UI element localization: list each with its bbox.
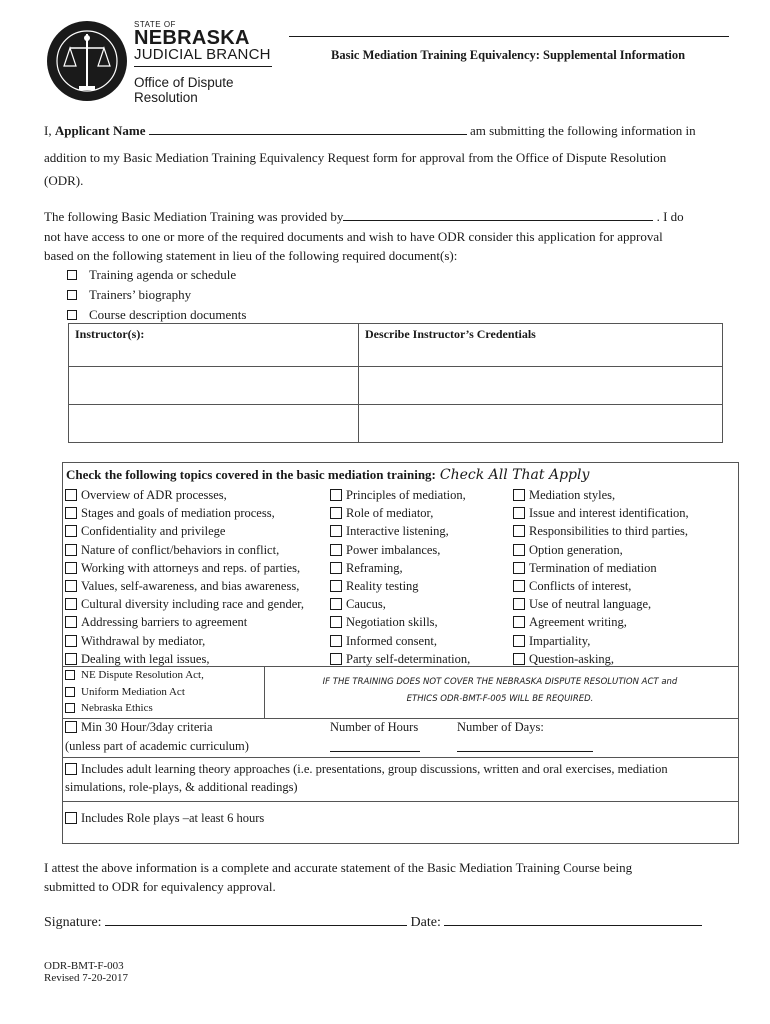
topics-column-3	[513, 486, 689, 668]
checkbox[interactable]	[330, 616, 342, 628]
topic-option[interactable]	[65, 504, 304, 522]
topic-option[interactable]	[330, 486, 470, 504]
logo-judicial-branch: JUDICIAL BRANCH	[134, 46, 271, 63]
topic-option[interactable]	[330, 595, 470, 613]
provider-field[interactable]	[343, 209, 653, 221]
number-of-hours-label: Number of Hours	[330, 720, 419, 734]
topic-option[interactable]	[330, 504, 470, 522]
applicant-line	[44, 123, 696, 139]
topic-label: Nature of conflict/behaviors in conflict,	[81, 542, 280, 557]
checkbox[interactable]	[65, 812, 77, 824]
checkbox[interactable]	[513, 635, 525, 647]
topic-label: Uniform Mediation Act	[81, 685, 185, 698]
topic-option[interactable]	[65, 613, 304, 631]
document-option[interactable]: Training agenda or schedule	[67, 267, 236, 283]
checkbox[interactable]	[513, 616, 525, 628]
topic-label: Reframing,	[346, 560, 403, 575]
form-id: ODR-BMT-F-003	[44, 960, 124, 972]
divider	[62, 718, 739, 719]
topic-option[interactable]	[65, 700, 204, 717]
topic-label: Reality testing	[346, 579, 419, 594]
provided-by-line2: not have access to one or more of the required documents and wish to have ODR consider this application for approval	[44, 229, 663, 244]
attest-line2: submitted to ODR for equivalency approval.	[44, 879, 276, 894]
applicant-name-label: Applicant Name	[54, 123, 146, 138]
topic-option[interactable]	[513, 522, 689, 540]
number-of-days-field[interactable]	[457, 740, 593, 752]
topics-heading-italic: Check All That Apply	[439, 467, 590, 483]
topic-option[interactable]	[513, 504, 689, 522]
topic-option[interactable]	[65, 486, 304, 504]
checkbox[interactable]	[65, 653, 77, 665]
adult-learning-line2: simulations, role-plays, & additional readings)	[65, 780, 298, 794]
min-hours-note: (unless part of academic curriculum)	[65, 739, 249, 753]
checkbox[interactable]	[67, 270, 77, 280]
topic-label: Nebraska Ethics	[81, 702, 153, 715]
role-plays-option[interactable]: Includes Role plays –at least 6 hours	[65, 811, 264, 825]
topics-heading: Check the following topics covered in the basic mediation training: Check All That Apply	[66, 467, 590, 483]
instructor-cell[interactable]	[69, 367, 359, 405]
topic-option[interactable]	[513, 632, 689, 650]
logo-nebraska: NEBRASKA	[134, 27, 250, 49]
checkbox[interactable]	[65, 687, 75, 697]
checkbox[interactable]	[513, 525, 525, 537]
checkbox[interactable]	[65, 763, 77, 775]
date-field[interactable]	[444, 912, 702, 926]
topic-option[interactable]	[65, 667, 204, 684]
topic-option[interactable]	[65, 684, 204, 701]
topic-label: Agreement writing,	[529, 615, 627, 630]
topics-column-1	[65, 486, 304, 668]
credentials-header: Describe Instructor’s Credentials	[359, 324, 723, 367]
applicant-line2: addition to my Basic Mediation Training Equivalency Request form for approval from the Office of Dispute Resolution	[44, 150, 667, 165]
applicant-name-field[interactable]	[149, 123, 467, 135]
date-label: Date:	[410, 915, 441, 930]
checkbox[interactable]	[65, 580, 77, 592]
topic-label: Impartiality,	[529, 633, 591, 648]
topic-label: NE Dispute Resolution Act,	[81, 669, 204, 682]
adult-learning-option[interactable]: Includes adult learning theory approaches (i.e. presentations, group discussions, written and oral exercises, mediation	[65, 762, 668, 776]
checkbox[interactable]	[513, 562, 525, 574]
topic-label: Addressing barriers to agreement	[81, 615, 248, 630]
topic-option[interactable]	[513, 541, 689, 559]
checkbox[interactable]	[513, 489, 525, 501]
checkbox[interactable]	[65, 670, 75, 680]
signature-label: Signature:	[44, 915, 102, 930]
checkbox[interactable]	[330, 562, 342, 574]
checkbox[interactable]	[330, 544, 342, 556]
credentials-cell[interactable]	[359, 367, 723, 405]
topic-option[interactable]	[330, 632, 470, 650]
provided-by-line3: based on the following statement in lieu of the following required document(s):	[44, 248, 458, 263]
instructor-table	[68, 323, 723, 443]
topic-option[interactable]	[65, 632, 304, 650]
instructor-header: Instructor(s):	[69, 324, 359, 367]
number-of-days-label: Number of Days:	[457, 720, 544, 734]
attest-line1: I attest the above information is a complete and accurate statement of the Basic Mediation Training Course being	[44, 860, 633, 875]
topic-option[interactable]	[65, 595, 304, 613]
checkbox[interactable]	[330, 507, 342, 519]
topic-option[interactable]	[513, 577, 689, 595]
nebraska-seal-logo	[46, 20, 128, 102]
topic-option[interactable]	[330, 577, 470, 595]
topic-label: Option generation,	[529, 542, 623, 557]
topic-label: Mediation styles,	[529, 488, 616, 503]
logo-state-of: STATE OF	[134, 20, 176, 29]
logo-divider	[134, 66, 272, 67]
topic-label: Cultural diversity including race and gender,	[81, 597, 305, 612]
checkbox[interactable]	[65, 721, 77, 733]
topic-option[interactable]	[65, 559, 304, 577]
checkbox[interactable]	[330, 653, 342, 665]
min-hours-option[interactable]: Min 30 Hour/3day criteria	[65, 720, 213, 734]
topic-label: Caucus,	[346, 597, 386, 612]
topic-label: Role of mediator,	[346, 506, 434, 521]
provided-by-prefix: The following Basic Mediation Training was provided by	[44, 209, 344, 224]
signature-field[interactable]	[105, 912, 407, 926]
divider	[62, 801, 739, 802]
divider	[264, 666, 265, 718]
logo-office-line2: Resolution	[134, 90, 198, 105]
instructor-cell[interactable]	[69, 405, 359, 443]
applicant-suffix: am submitting the following information in	[469, 123, 696, 138]
document-title: Basic Mediation Training Equivalency: Supplemental Information	[331, 48, 686, 62]
credentials-cell[interactable]	[359, 405, 723, 443]
checkbox[interactable]	[330, 580, 342, 592]
topic-label: Responsibilities to third parties,	[529, 524, 689, 539]
topic-label: Interactive listening,	[346, 524, 449, 539]
document-option[interactable]: Trainers’ biography	[67, 287, 191, 303]
number-of-hours-field[interactable]	[330, 740, 420, 752]
divider	[62, 757, 739, 758]
topics-column-2	[330, 486, 470, 668]
revised-date: Revised 7-20-2017	[44, 972, 129, 984]
topic-option[interactable]	[330, 522, 470, 540]
checkbox[interactable]	[67, 310, 77, 320]
provided-by-line	[44, 209, 684, 225]
acts-list	[65, 667, 204, 717]
checkbox[interactable]	[65, 544, 77, 556]
checkbox[interactable]	[67, 290, 77, 300]
checkbox[interactable]	[65, 562, 77, 574]
checkbox[interactable]	[330, 525, 342, 537]
topic-label: Negotiation skills,	[346, 615, 438, 630]
topic-label: Party self-determination,	[346, 651, 471, 666]
checkbox[interactable]	[513, 653, 525, 665]
checkbox[interactable]	[513, 544, 525, 556]
checkbox[interactable]	[330, 598, 342, 610]
topic-label: Withdrawal by mediator,	[81, 633, 206, 648]
topic-label: Confidentiality and privilege	[81, 524, 226, 539]
topic-label: Working with attorneys and reps. of parties,	[81, 560, 301, 575]
topic-option[interactable]	[330, 559, 470, 577]
applicant-prefix: I,	[44, 123, 55, 138]
topic-label: Stages and goals of mediation process,	[81, 506, 275, 521]
topic-label: Issue and interest identification,	[529, 506, 689, 521]
topic-label: Values, self-awareness, and bias awareness,	[81, 579, 300, 594]
header-rule	[289, 36, 729, 37]
logo-office-line1: Office of Dispute	[134, 75, 234, 90]
checkbox[interactable]	[513, 598, 525, 610]
checkbox[interactable]	[65, 616, 77, 628]
topic-label: Conflicts of interest,	[529, 579, 632, 594]
topic-option[interactable]	[513, 559, 689, 577]
topic-label: Principles of mediation,	[346, 488, 466, 503]
checkbox[interactable]	[65, 489, 77, 501]
topic-label: Overview of ADR processes,	[81, 488, 227, 503]
checkbox[interactable]	[330, 635, 342, 647]
topic-option[interactable]	[513, 486, 689, 504]
topic-option[interactable]	[513, 613, 689, 631]
checkbox[interactable]	[513, 580, 525, 592]
topic-label: Power imbalances,	[346, 542, 441, 557]
topic-label: Use of neutral language,	[529, 597, 652, 612]
checkbox[interactable]	[65, 598, 77, 610]
topic-option[interactable]	[330, 613, 470, 631]
topic-option[interactable]	[65, 577, 304, 595]
signature-row	[44, 912, 702, 931]
checkbox[interactable]	[513, 507, 525, 519]
topic-label: Dealing with legal issues,	[81, 651, 210, 666]
checkbox[interactable]	[65, 703, 75, 713]
topic-label: Informed consent,	[346, 633, 437, 648]
applicant-line3: (ODR).	[44, 173, 84, 188]
warning-note: IF THE TRAINING DOES NOT COVER THE NEBRASKA DISPUTE RESOLUTION ACT and ETHICS ODR-BMT-F-005 WILL BE REQUIRED.	[322, 677, 678, 704]
topic-option[interactable]	[513, 595, 689, 613]
topic-label: Termination of mediation	[529, 560, 657, 575]
checkbox[interactable]	[65, 525, 77, 537]
checkbox[interactable]	[65, 635, 77, 647]
topic-option[interactable]	[65, 541, 304, 559]
provided-by-suffix: . I do	[656, 209, 684, 224]
topic-option[interactable]	[330, 541, 470, 559]
checkbox[interactable]	[65, 507, 77, 519]
document-option[interactable]: Course description documents	[67, 307, 246, 323]
logo-office	[134, 75, 234, 105]
checkbox[interactable]	[330, 489, 342, 501]
topic-label: Question-asking,	[529, 651, 615, 666]
topic-option[interactable]	[65, 522, 304, 540]
